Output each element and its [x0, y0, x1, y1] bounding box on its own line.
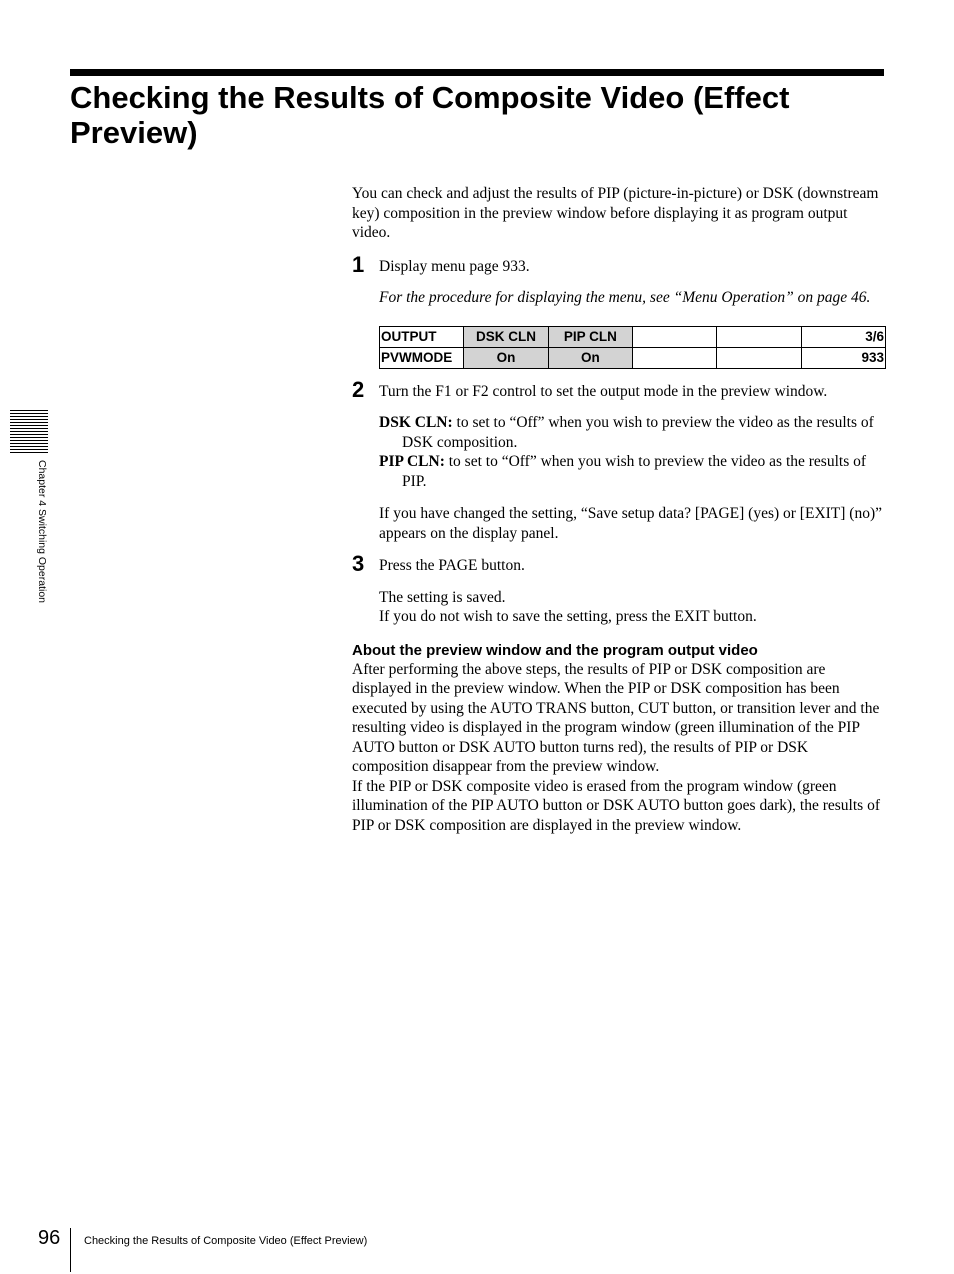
table-cell — [632, 347, 716, 368]
definition-desc: to set to “Off” when you wish to preview the video as the results of PIP. — [402, 453, 867, 490]
table-cell — [717, 347, 801, 368]
main-content — [352, 184, 884, 835]
table-cell: PIP CLN — [548, 326, 632, 347]
step-followup: If you have changed the setting, “Save setup data? [PAGE] (yes) or [EXIT] (no)” appears on the display panel. — [379, 505, 883, 542]
step-note: For the procedure for displaying the menu, see “Menu Operation” on page 46. — [379, 289, 871, 306]
intro-paragraph: You can check and adjust the results of PIP (picture-in-picture) or DSK (downstream key) composition in the preview window before displaying it as program output video. — [352, 185, 879, 241]
definition-desc: to set to “Off” when you wish to preview the video as the results of DSK composition. — [402, 414, 874, 451]
title-rule — [70, 69, 884, 76]
table-cell: 933 — [801, 347, 885, 368]
table-cell: 3/6 — [801, 326, 885, 347]
section-paragraph: If the PIP or DSK composite video is erased from the program window (green illumination of the PIP AUTO button or DSK AUTO button goes dark), the results of PIP or DSK composition are displayed in the preview window. — [352, 777, 880, 834]
step-result: If you do not wish to save the setting, press the EXIT button. — [379, 608, 757, 625]
step-2 — [352, 376, 884, 544]
table-row — [380, 326, 886, 347]
chapter-label: Chapter 4 Switching Operation — [36, 460, 48, 603]
table-cell: DSK CLN — [464, 326, 548, 347]
step-result: The setting is saved. — [379, 588, 506, 606]
definition-term: DSK CLN: — [379, 414, 453, 431]
table-cell: On — [464, 347, 548, 368]
step-1 — [352, 251, 884, 369]
definition-pip-cln — [379, 452, 884, 491]
chapter-tab-marker — [10, 410, 48, 454]
page-number: 96 — [38, 1227, 61, 1249]
table-cell — [632, 326, 716, 347]
step-text: Display menu page 933. — [379, 257, 530, 275]
menu-page-table — [379, 326, 886, 369]
definition-term: PIP CLN: — [379, 453, 445, 470]
table-cell — [717, 326, 801, 347]
table-row — [380, 347, 886, 368]
page-title: Checking the Results of Composite Video (Effect Preview) — [70, 80, 790, 150]
definition-list — [379, 413, 884, 491]
section-heading: About the preview window and the program output video — [352, 641, 758, 659]
table-cell: PVWMODE — [380, 347, 464, 368]
definition-dsk-cln — [379, 413, 884, 452]
table-cell: On — [548, 347, 632, 368]
step-number: 1 — [352, 251, 365, 277]
step-text: Turn the F1 or F2 control to set the output mode in the preview window. — [379, 382, 828, 400]
step-number: 2 — [352, 376, 365, 402]
running-footer: Checking the Results of Composite Video (Effect Preview) — [84, 1235, 368, 1247]
step-text: Press the PAGE button. — [379, 557, 525, 574]
footer-divider — [70, 1228, 71, 1272]
step-number: 3 — [352, 551, 365, 576]
section-paragraph: After performing the above steps, the results of PIP or DSK composition are displayed in the preview window. When the PIP or DSK composition has been executed by using the AUTO TRANS button, CUT button, or transition lever and the resulting video is displayed in the program window (green illumination of the PIP AUTO button or DSK AUTO button turns red), the results of PIP or DSK composition disappear from the preview window. — [352, 660, 880, 775]
table-cell: OUTPUT — [380, 326, 464, 347]
step-3 — [352, 551, 884, 627]
